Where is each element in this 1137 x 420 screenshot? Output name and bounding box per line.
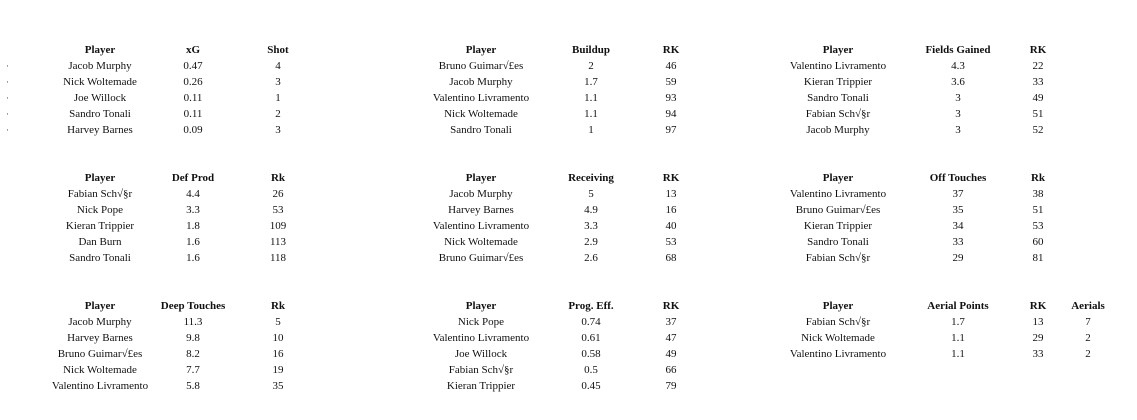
cell: 52: [1032, 124, 1044, 136]
cell: Bruno Guimar√£es: [795, 204, 881, 216]
cell: 3: [955, 124, 961, 136]
header-row: [778, 42, 1058, 58]
cell: 2.6: [584, 252, 598, 264]
cell: 109: [269, 220, 287, 232]
cell: 0.11: [183, 92, 203, 104]
cell: 79: [665, 380, 677, 392]
cell: Fabian Sch√§r: [67, 188, 133, 200]
table-row: [421, 186, 701, 202]
cell: Jacob Murphy: [449, 188, 513, 200]
cell: 0.5: [584, 364, 598, 376]
cell: Nick Woltemade: [63, 76, 137, 88]
column-header: Rk: [1030, 172, 1046, 184]
column-header: Player: [465, 300, 497, 312]
column-header: RK: [662, 172, 680, 184]
column-header: RK: [1029, 300, 1047, 312]
column-header: xG: [185, 44, 201, 56]
cell: 10: [272, 332, 284, 344]
cell: 1.1: [951, 332, 965, 344]
cell: Kieran Trippier: [803, 76, 873, 88]
cell: Jacob Murphy: [68, 316, 132, 328]
header-row: [778, 170, 1058, 186]
cell: Sandro Tonali: [69, 108, 131, 120]
cell: 94: [665, 108, 677, 120]
cell: 33: [1032, 348, 1044, 360]
header-row: [778, 298, 1118, 314]
cell: Joe Willock: [73, 92, 127, 104]
cell: Valentino Livramento: [789, 348, 887, 360]
cell: 37: [952, 188, 964, 200]
table-row: [778, 314, 1118, 330]
table-row: [50, 362, 320, 378]
table-row: [778, 250, 1058, 266]
column-header: Receiving: [568, 172, 614, 184]
cell: 13: [665, 188, 677, 200]
cell: 3.6: [951, 76, 965, 88]
cell: 2: [275, 108, 281, 120]
cell: 1.6: [186, 252, 200, 264]
cell: Sandro Tonali: [450, 124, 512, 136]
table-row: [778, 74, 1058, 90]
cell: Sandro Tonali: [807, 92, 869, 104]
column-header: Buildup: [572, 44, 610, 56]
cell: 0.11: [183, 108, 203, 120]
cell: 0.26: [183, 76, 203, 88]
cell: 1.6: [186, 236, 200, 248]
column-header: Rk: [270, 172, 286, 184]
cell: 3: [955, 92, 961, 104]
cell: 35: [272, 380, 284, 392]
table-row: [421, 106, 701, 122]
cell: 16: [272, 348, 284, 360]
table-row: [421, 330, 701, 346]
column-header: Shot: [267, 44, 289, 56]
stat-table-prog-eff: [421, 298, 701, 394]
table-row: [50, 58, 320, 74]
cell: 93: [665, 92, 677, 104]
cell: 0.45: [581, 380, 601, 392]
cell: 33: [1032, 76, 1044, 88]
cell: Fabian Sch√§r: [805, 316, 871, 328]
table-row: [778, 58, 1058, 74]
cell: 53: [1032, 220, 1044, 232]
cell: 0.47: [183, 60, 203, 72]
cell: Joe Willock: [454, 348, 508, 360]
cell: 1.7: [584, 76, 598, 88]
cell: 38: [1032, 188, 1044, 200]
column-header: Fields Gained: [925, 44, 991, 56]
table-row: [50, 186, 320, 202]
stat-table-off-touches: [778, 170, 1058, 266]
cell: Jacob Murphy: [449, 76, 513, 88]
cell: 46: [665, 60, 677, 72]
header-row: [50, 42, 320, 58]
cell: 4.3: [951, 60, 965, 72]
table-row: [421, 202, 701, 218]
cell: 4: [275, 60, 281, 72]
cell: Bruno Guimar√£es: [438, 60, 524, 72]
column-header: Player: [465, 44, 497, 56]
cell: Valentino Livramento: [789, 60, 887, 72]
cell: 2.9: [584, 236, 598, 248]
cell: 26: [272, 188, 284, 200]
cell: 1: [588, 124, 594, 136]
cell: 37: [665, 316, 677, 328]
cell: 2: [588, 60, 594, 72]
cell: Jacob Murphy: [806, 124, 870, 136]
cell: Dan Burn: [78, 236, 122, 248]
cell: Bruno Guimar√£es: [438, 252, 524, 264]
cell: Sandro Tonali: [807, 236, 869, 248]
column-header: RK: [662, 300, 680, 312]
table-row: [778, 346, 1118, 362]
cell: Nick Woltemade: [63, 364, 137, 376]
cell: 40: [665, 220, 677, 232]
column-header: Player: [84, 300, 116, 312]
column-header: Player: [84, 172, 116, 184]
cell: 59: [665, 76, 677, 88]
table-row: [50, 234, 320, 250]
cell: 4.4: [186, 188, 200, 200]
table-row: [778, 90, 1058, 106]
cell: Valentino Livramento: [432, 332, 530, 344]
cell: 0.61: [581, 332, 601, 344]
cell: Nick Woltemade: [444, 236, 518, 248]
cell: 60: [1032, 236, 1044, 248]
stat-table-receiving: [421, 170, 701, 266]
cell: 5: [275, 316, 281, 328]
table-row: [778, 186, 1058, 202]
cell: Fabian Sch√§r: [805, 252, 871, 264]
cell: 68: [665, 252, 677, 264]
table-row: [778, 122, 1058, 138]
table-row: [50, 106, 320, 122]
cell: 1.8: [186, 220, 200, 232]
column-header: Player: [465, 172, 497, 184]
cell: 7: [1085, 316, 1091, 328]
cell: Harvey Barnes: [67, 124, 133, 136]
table-row: [50, 218, 320, 234]
header-row: [50, 170, 320, 186]
cell: 0.74: [581, 316, 601, 328]
cell: 1: [275, 92, 281, 104]
cell: 11.3: [183, 316, 203, 328]
table-row: [50, 202, 320, 218]
table-row: [50, 74, 320, 90]
table-row: [50, 250, 320, 266]
column-header: Prog. Eff.: [568, 300, 614, 312]
table-row: [778, 234, 1058, 250]
cell: Harvey Barnes: [67, 332, 133, 344]
cell: 33: [952, 236, 964, 248]
cell: 113: [269, 236, 287, 248]
cell: Valentino Livramento: [432, 92, 530, 104]
cell: 4.9: [584, 204, 598, 216]
table-row: [421, 362, 701, 378]
cell: Nick Pope: [457, 316, 505, 328]
cell: Valentino Livramento: [432, 220, 530, 232]
cell: 5: [588, 188, 594, 200]
cell: 2: [1085, 348, 1091, 360]
cell: Valentino Livramento: [789, 188, 887, 200]
table-row: [421, 218, 701, 234]
cell: Fabian Sch√§r: [805, 108, 871, 120]
column-header: RK: [1029, 44, 1047, 56]
table-row: [50, 378, 320, 394]
stat-table-deep-touches: [50, 298, 320, 394]
header-row: [421, 42, 701, 58]
header-row: [421, 170, 701, 186]
cell: 0.58: [581, 348, 601, 360]
cell: Harvey Barnes: [448, 204, 514, 216]
table-row: [778, 330, 1118, 346]
cell: 1.1: [951, 348, 965, 360]
cell: 3: [275, 76, 281, 88]
cell: 0.09: [183, 124, 203, 136]
table-row: [50, 90, 320, 106]
cell: 49: [1032, 92, 1044, 104]
cell: 49: [665, 348, 677, 360]
cell: Nick Woltemade: [444, 108, 518, 120]
column-header: Rk: [270, 300, 286, 312]
cell: 5.8: [186, 380, 200, 392]
table-row: [421, 250, 701, 266]
column-header: Player: [84, 44, 116, 56]
cell: 1.1: [584, 108, 598, 120]
cell: 51: [1032, 204, 1044, 216]
cell: Valentino Livramento: [51, 380, 149, 392]
row-tick-marks: · · · · ·: [6, 61, 9, 135]
table-row: [421, 346, 701, 362]
table-row: [50, 314, 320, 330]
cell: 22: [1032, 60, 1044, 72]
stat-table-aerial-points: [778, 298, 1118, 362]
cell: Sandro Tonali: [69, 252, 131, 264]
stat-table-def-prod: [50, 170, 320, 266]
column-header: RK: [662, 44, 680, 56]
stat-table-buildup: [421, 42, 701, 138]
cell: Kieran Trippier: [65, 220, 135, 232]
header-row: [50, 298, 320, 314]
cell: Kieran Trippier: [803, 220, 873, 232]
cell: 3: [275, 124, 281, 136]
column-header: Aerial Points: [927, 300, 989, 312]
cell: 13: [1032, 316, 1044, 328]
cell: 118: [269, 252, 287, 264]
cell: 81: [1032, 252, 1044, 264]
cell: Nick Pope: [76, 204, 124, 216]
cell: 3: [955, 108, 961, 120]
cell: 7.7: [186, 364, 200, 376]
cell: Kieran Trippier: [446, 380, 516, 392]
cell: 53: [665, 236, 677, 248]
table-row: [421, 90, 701, 106]
cell: 16: [665, 204, 677, 216]
cell: 29: [1032, 332, 1044, 344]
stat-table-xg: [50, 42, 320, 138]
cell: Fabian Sch√§r: [448, 364, 514, 376]
table-row: [778, 106, 1058, 122]
table-row: [50, 330, 320, 346]
column-header: Def Prod: [171, 172, 215, 184]
column-header: Deep Touches: [160, 300, 226, 312]
cell: Jacob Murphy: [68, 60, 132, 72]
cell: 47: [665, 332, 677, 344]
column-header: Aerials: [1071, 300, 1105, 312]
cell: 1.1: [584, 92, 598, 104]
header-row: [421, 298, 701, 314]
column-header: Player: [822, 172, 854, 184]
cell: 19: [272, 364, 284, 376]
table-row: [421, 74, 701, 90]
cell: 35: [952, 204, 964, 216]
column-header: Player: [822, 300, 854, 312]
table-row: [50, 346, 320, 362]
cell: 66: [665, 364, 677, 376]
table-row: [778, 218, 1058, 234]
table-row: [421, 234, 701, 250]
cell: 97: [665, 124, 677, 136]
table-row: [421, 58, 701, 74]
cell: 51: [1032, 108, 1044, 120]
cell: 9.8: [186, 332, 200, 344]
table-row: [421, 122, 701, 138]
cell: Nick Woltemade: [801, 332, 875, 344]
cell: 1.7: [951, 316, 965, 328]
table-row: [50, 122, 320, 138]
cell: 29: [952, 252, 964, 264]
cell: 2: [1085, 332, 1091, 344]
table-row: [778, 202, 1058, 218]
cell: 3.3: [186, 204, 200, 216]
cell: 8.2: [186, 348, 200, 360]
table-row: [421, 378, 701, 394]
table-row: [421, 314, 701, 330]
cell: Bruno Guimar√£es: [57, 348, 143, 360]
stat-table-fields-gained: [778, 42, 1058, 138]
cell: 3.3: [584, 220, 598, 232]
cell: 53: [272, 204, 284, 216]
column-header: Off Touches: [929, 172, 987, 184]
cell: 34: [952, 220, 964, 232]
column-header: Player: [822, 44, 854, 56]
